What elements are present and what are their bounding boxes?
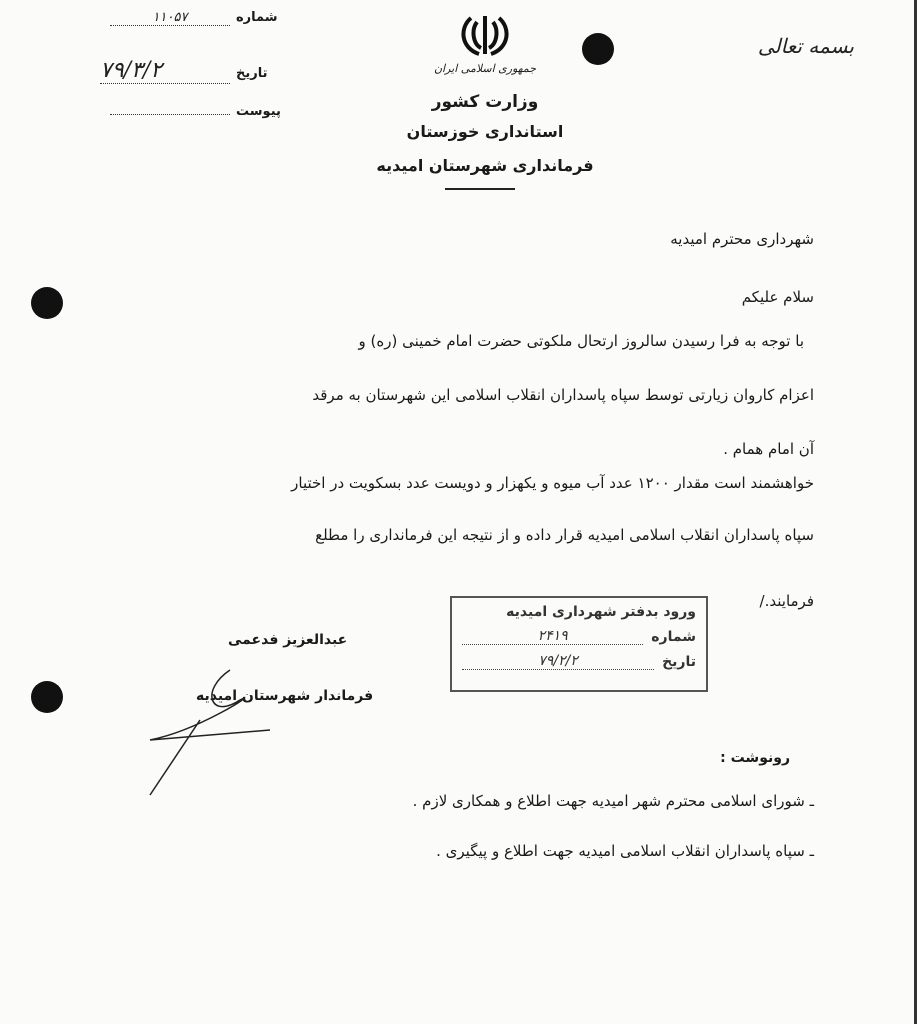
number-field	[110, 10, 278, 26]
attachment-label: پیوست	[236, 104, 281, 119]
date-field	[100, 58, 268, 84]
copy-item: ـ شورای اسلامی محترم شهر امیدیه جهت اطلاع و همکاری لازم .	[412, 792, 814, 810]
stamp-title: ورود بدفتر شهرداری امیدیه	[506, 604, 696, 620]
recipient: شهرداری محترم امیدیه	[670, 230, 814, 248]
iran-emblem-icon	[457, 14, 513, 58]
received-stamp	[450, 596, 708, 692]
stamp-number-label: شماره	[651, 629, 696, 645]
body-line: اعزام کاروان زیارتی توسط سپاه پاسداران انقلاب اسلامی این شهرستان به مرقد	[312, 386, 814, 404]
invocation: بسمه تعالی	[757, 34, 854, 58]
copies-label: رونوشت :	[720, 750, 790, 766]
province-title: استانداری خوزستان	[406, 122, 564, 141]
body-line: با توجه به فرا رسیدن سالروز ارتحال ملکوتی حضرت امام خمینی (ره) و	[358, 332, 804, 350]
copy-item: ـ سپاه پاسداران انقلاب اسلامی امیدیه جهت اطلاع و پیگیری .	[436, 842, 814, 860]
number-value: ۱۱۰۵۷	[110, 10, 230, 26]
stamp-number-value: ۲۴۱۹	[462, 628, 643, 645]
county-title: فرمانداری شهرستان امیدیه	[376, 156, 594, 175]
signer-title: فرماندار شهرستان امیدیه	[196, 688, 374, 704]
stamp-date-label: تاریخ	[662, 654, 696, 670]
signer-name: عبدالعزیز فدعمی	[228, 632, 348, 648]
attachment-value	[110, 114, 230, 115]
date-value: ۷۹/۳/۲	[100, 58, 230, 84]
body-line: فرمایند./	[759, 592, 814, 610]
stamp-date-value: ۷۹/۲/۲	[462, 653, 654, 670]
punch-hole	[582, 33, 614, 65]
letterhead	[415, 14, 555, 75]
number-label: شماره	[236, 10, 278, 25]
punch-hole	[31, 287, 63, 319]
body-line: آن امام همام .	[723, 440, 814, 458]
ministry-title: وزارت کشور	[431, 92, 539, 112]
punch-hole	[31, 681, 63, 713]
body-line: خواهشمند است مقدار ۱۲۰۰ عدد آب میوه و یکهزار و دویست عدد بسکویت در اختیار	[291, 474, 814, 492]
attachment-field	[110, 104, 281, 119]
signature	[140, 660, 300, 800]
divider	[445, 188, 515, 190]
emblem-caption: جمهوری اسلامی ایران	[433, 62, 537, 75]
greeting: سلام علیکم	[741, 288, 814, 306]
body-line: سپاه پاسداران انقلاب اسلامی امیدیه قرار داده و از نتیجه این فرمانداری را مطلع	[315, 526, 814, 544]
date-label: تاریخ	[236, 66, 268, 81]
